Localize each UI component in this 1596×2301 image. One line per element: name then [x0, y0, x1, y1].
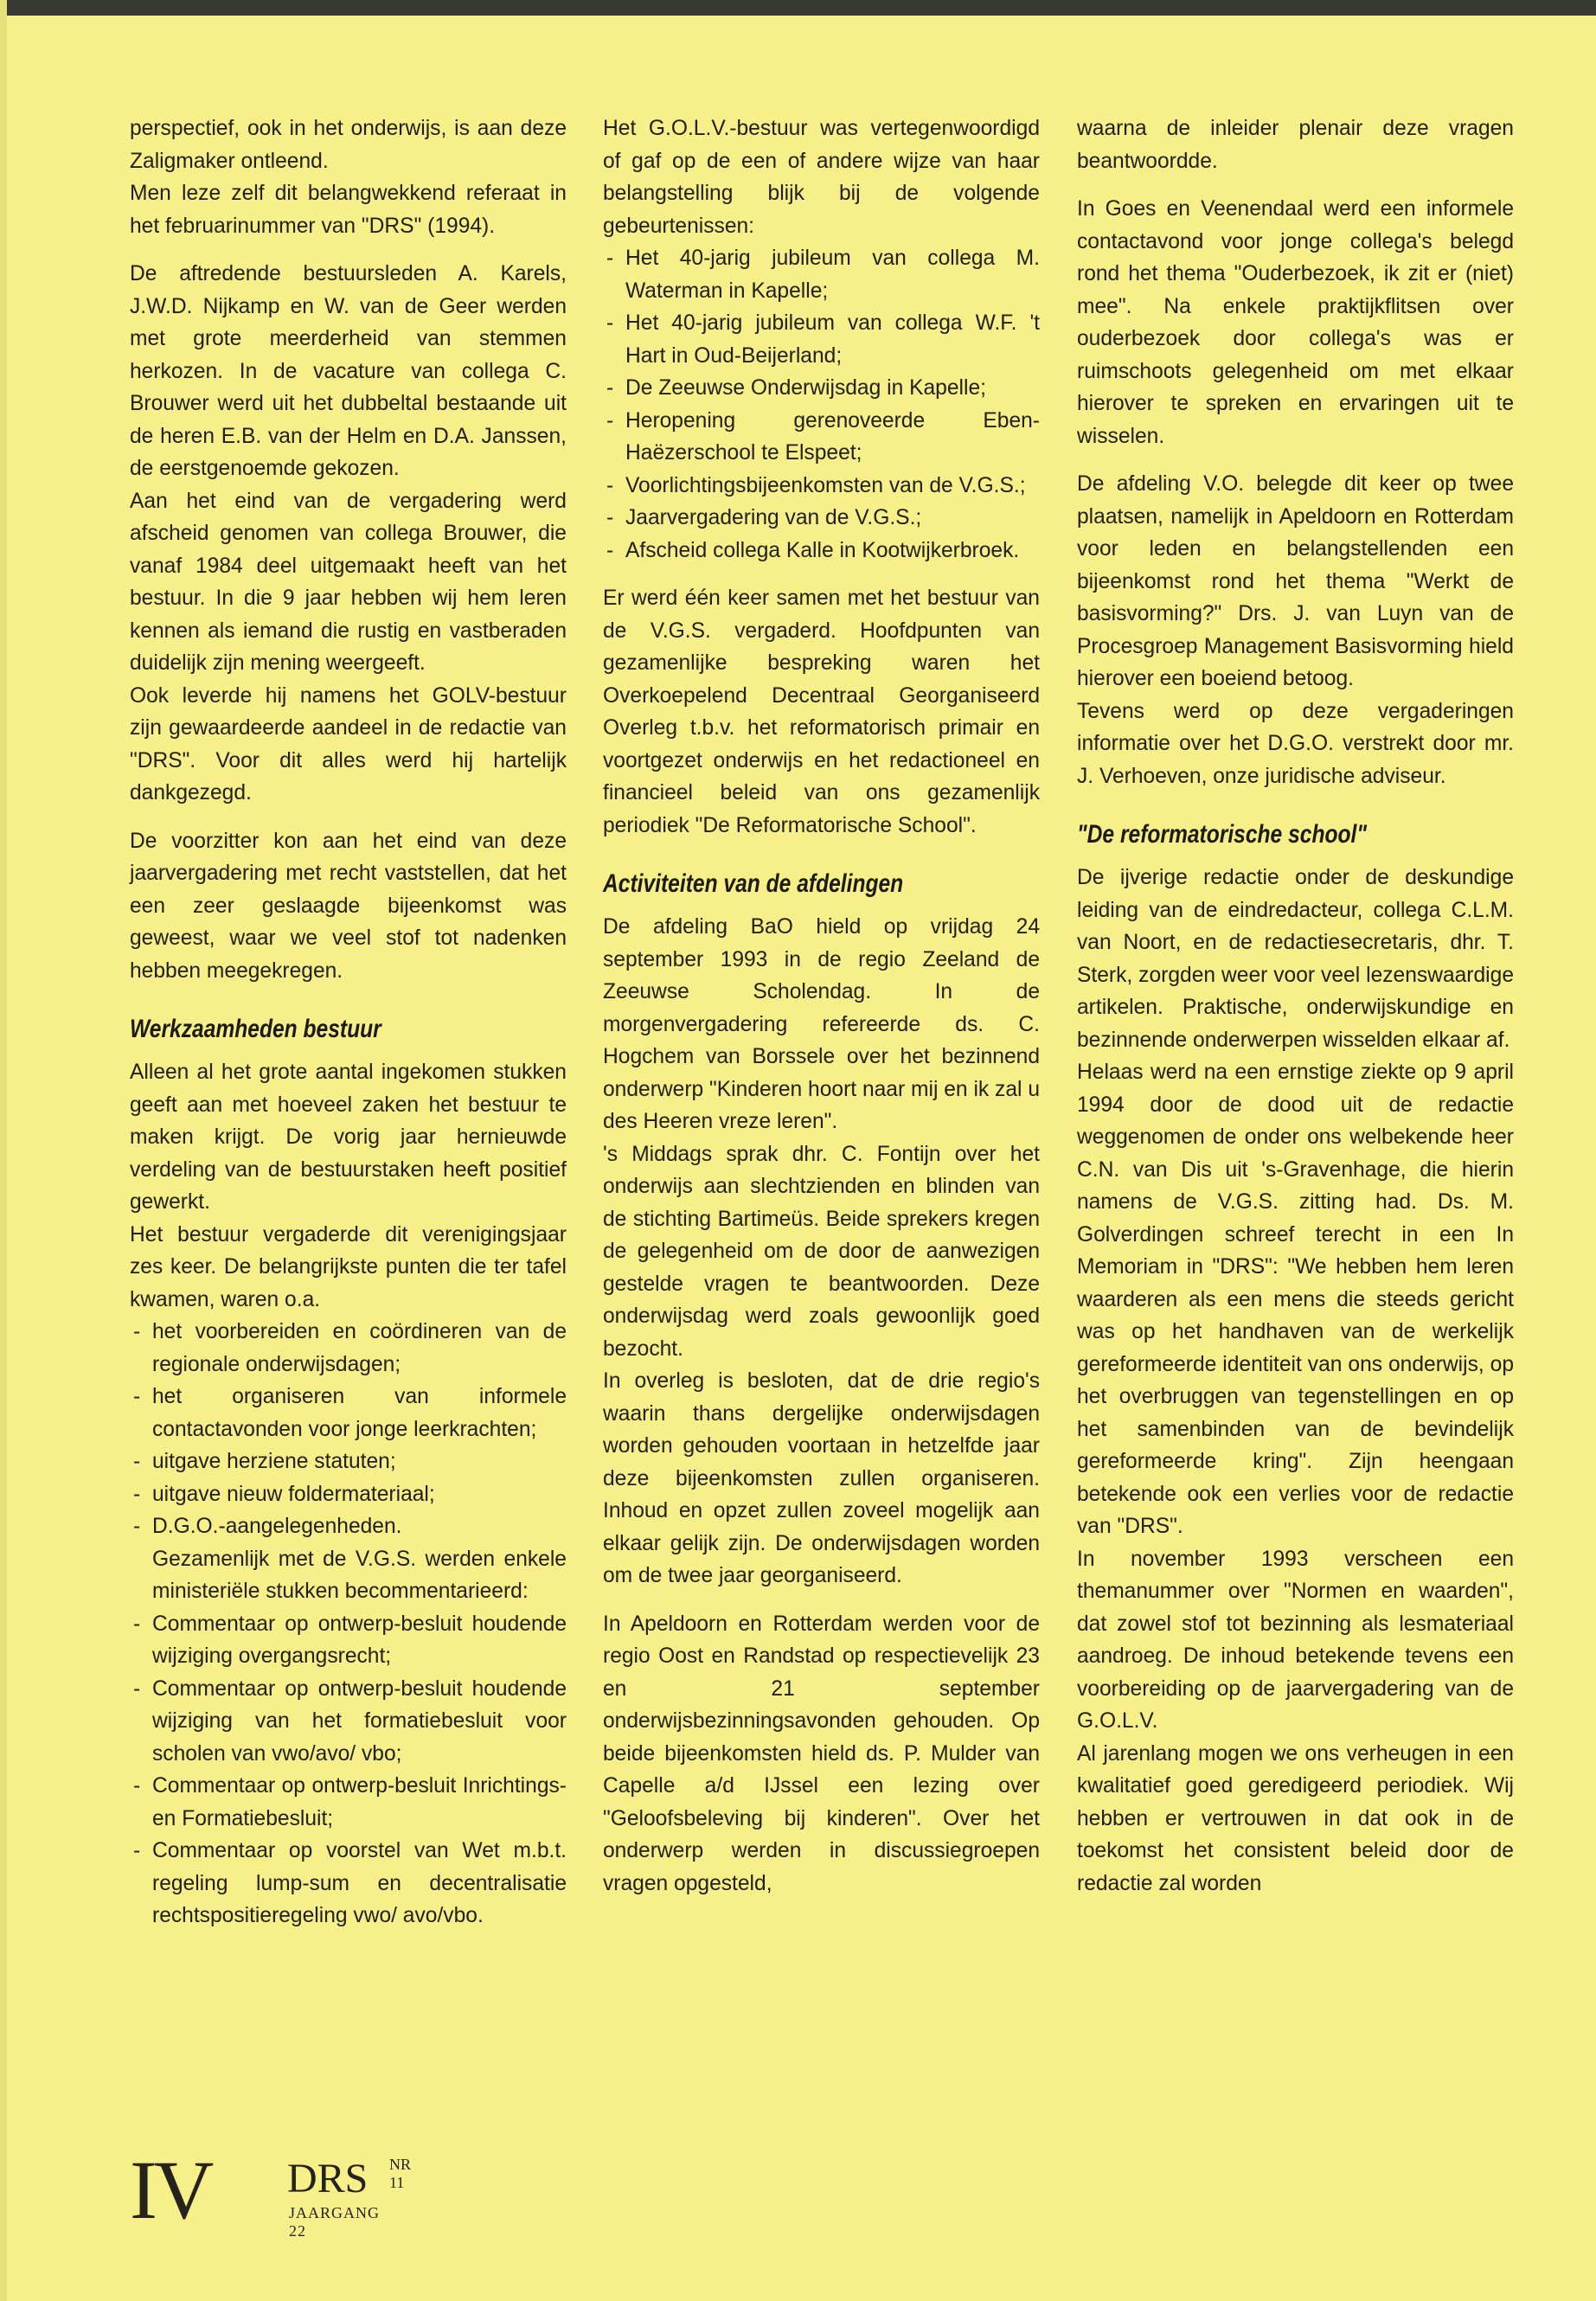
paragraph: De voorzitter kon aan het eind van deze jaarvergadering met recht vaststellen, dat het een zeer geslaagde bijeenkomst was geweest, waar we veel stof tot nadenken hebben meegekregen. [130, 829, 567, 983]
list-item: - Voorlichtingsbijeenkomsten van de V.G.S.; [603, 470, 1040, 503]
paragraph: 's Middags sprak dhr. C. Fontijn over het onderwijs aan slechtzienden en blinden van de stichting Bartimeüs. Beide sprekers kregen de gelegenheid om de door de aanwezigen gestelde vragen te beantwoorden. Deze onderwijsdag werd zoals gewoonlijk goed bezocht. [603, 1142, 1040, 1361]
paragraph: Tevens werd op deze vergaderingen informatie over het D.G.O. verstrekt door mr. J. Verhoeven, onze juridische adviseur. [1077, 699, 1514, 788]
list-item: - Het 40-jarig jubileum van collega M. Waterman in Kapelle; [603, 242, 1040, 307]
list-item: - Commentaar op ontwerp-besluit Inrichtings- en Formatiebesluit; [130, 1770, 567, 1835]
paragraph: In Apeldoorn en Rotterdam werden voor de regio Oost en Randstad op respectievelijk 23 en 21 september onderwijsbezinningsavonden gehouden. Op beide bijeenkomsten hield ds. P. Mulder van Capelle a/d IJssel een lezing over "Geloofsbeleving bij kinderen". Over het onderwerp werden in discussiegroepen vragen opgesteld, [603, 1612, 1040, 1895]
paragraph: Alleen al het grote aantal ingekomen stukken geeft aan met hoeveel zaken het bestuur te maken krijgt. De vorig jaar hernieuwde verdeling van de bestuurstaken heeft positief gewerkt. [130, 1061, 567, 1214]
list-continuation: Gezamenlijk met de V.G.S. werden enkele ministeriële stukken becommentarieerd: [152, 1547, 567, 1603]
list-item: - Commentaar op ontwerp-besluit houdende wijziging overgangsrecht; [130, 1608, 567, 1673]
list-item: - uitgave herziene statuten; [130, 1445, 567, 1478]
section-heading: Activiteiten van de afdelingen [603, 869, 904, 898]
volume-label: JAARGANG 22 [289, 2204, 381, 2240]
list-item: - D.G.O.-aangelegenheden. [130, 1510, 567, 1543]
paragraph: In Goes en Veenendaal werd een informele contactavond voor jonge collega's belegd rond het thema "Ouderbezoek, ik zit er (niet) mee". Na enkele praktijkflitsen over ouderbezoek door collega's was er ruimschoots gelegenheid om met elkaar hierover te spreken en ervaringen uit te wisselen. [1077, 197, 1514, 448]
list-item: - Commentaar op ontwerp-besluit houdende wijziging van het formatiebesluit voor scholen van vwo/avo/ vbo; [130, 1673, 567, 1771]
events-list [603, 242, 1040, 567]
list-item: - uitgave nieuw foldermateriaal; [130, 1478, 567, 1511]
paragraph: Helaas werd na een ernstige ziekte op 9 april 1994 door de dood uit de redactie weggenomen de onder ons welbekende heer C.N. van Dis uit 's-Gravenhage, die hierin namens de V.G.S. zitting had. Ds. M. Golverdingen schreef terecht in een In Memoriam in "DRS": "We hebben hem leren waarderen als een mens die steeds gericht was op het handhaven van de werkelijk gereformeerde identiteit van ons onderwijs, op het overbruggen van tegenstellingen en op het samenbinden van de bevindelijk gereformeerde kring". Zijn heengaan betekende ook een verlies voor de redactie van "DRS". [1077, 1061, 1514, 1538]
paragraph: waarna de inleider plenair deze vragen beantwoordde. [1077, 117, 1514, 173]
list-item: - het organiseren van informele contactavonden voor jonge leerkrachten; [130, 1381, 567, 1445]
paragraph: Aan het eind van de vergadering werd afscheid genomen van collega Brouwer, die vanaf 1984 deel uitgemaakt heeft van het bestuur. In die 9 jaar hebben wij hem leren kennen als iemand die rustig en vastberaden duidelijk zijn mening weergeeft. [130, 489, 567, 675]
paragraph: De ijverige redactie onder de deskundige leiding van de eindredacteur, collega C.L.M. van Noort, en de redactiesecretaris, dhr. T. Sterk, zorgden weer voor veel lezenswaardige artikelen. Praktische, onderwijskundige en bezinnende onderwerpen wisselden elkaar af. [1077, 866, 1514, 1052]
paragraph: Ook leverde hij namens het GOLV-bestuur zijn gewaardeerde aandeel in de redactie van "DRS". Voor dit alles werd hij hartelijk dankgezegd. [130, 683, 567, 804]
top-border [0, 0, 1596, 16]
list-item: - De Zeeuwse Onderwijsdag in Kapelle; [603, 372, 1040, 405]
paragraph: Er werd één keer samen met het bestuur van de V.G.S. vergaderd. Hoofdpunten van gezamenlijke bespreking waren het Overkoepelend Decentraal Georganiseerd Overleg t.b.v. het reformatorisch primair en voortgezet onderwijs en het redactioneel en financieel beleid van ons gezamenlijk periodiek "De Reformatorische School". [603, 586, 1040, 837]
paragraph: Het G.O.L.V.-bestuur was vertegenwoordigd of gaf op de een of andere wijze van haar belangstelling blijk bij de volgende gebeurtenissen: [603, 117, 1040, 238]
list-item: - het voorbereiden en coördineren van de regionale onderwijsdagen; [130, 1316, 567, 1381]
paragraph: De aftredende bestuursleden A. Karels, J.W.D. Nijkamp en W. van de Geer werden met grote meerderheid van stemmen herkozen. In de vacature van collega C. Brouwer werd uit het dubbeltal bestaande uit de heren E.B. van der Helm en D.A. Janssen, de eerstgenoemde gekozen. [130, 262, 567, 480]
paragraph: De afdeling V.O. belegde dit keer op twee plaatsen, namelijk in Apeldoorn en Rotterdam voor leden en belangstellenden een bijeenkomst rond het thema "Werkt de basisvorming?" Drs. J. van Luyn van de Procesgroep Management Basisvorming hield hierover een boeiend betoog. [1077, 472, 1514, 690]
paragraph: In overleg is besloten, dat de drie regio's waarin thans dergelijke onderwijsdagen worden gehouden voortaan in hetzelfde jaar deze bijeenkomsten zullen organiseren. Inhoud en opzet zullen zoveel mogelijk aan elkaar gelijk zijn. De onderwijsdagen worden om de twee jaar georganiseerd. [603, 1369, 1040, 1587]
list-item: - Heropening gerenoveerde Eben-Haëzerschool te Elspeet; [603, 405, 1040, 470]
list-item: - Commentaar op voorstel van Wet m.b.t. regeling lump-sum en decentralisatie rechtspositieregeling vwo/ avo/vbo. [130, 1835, 567, 1932]
paragraph: De afdeling BaO hield op vrijdag 24 september 1993 in de regio Zeeland de Zeeuwse Scholendag. In de morgenvergadering refereerde ds. C. Hogchem van Borssele over het bezinnend onderwerp "Kinderen hoort naar mij en ik zal u des Heeren vreze leren". [603, 915, 1040, 1133]
issue-number: NR 11 [389, 2156, 412, 2191]
paragraph: Al jarenlang mogen we ons verheugen in een kwalitatief goed geredigeerd periodiek. Wij hebben er vertrouwen in dat ook in de toekomst het consistent beleid door de redactie zal worden [1077, 1741, 1514, 1895]
paragraph: Het bestuur vergaderde dit verenigingsjaar zes keer. De belangrijkste punten die ter tafel kwamen, waren o.a. [130, 1222, 567, 1311]
paragraph: Men leze zelf dit belangwekkend referaat in het februarinummer van "DRS" (1994). [130, 182, 567, 238]
task-list [130, 1316, 567, 1932]
column-2 [603, 112, 1040, 1915]
paragraph: perspectief, ook in het onderwijs, is aan deze Zaligmaker ontleend. [130, 117, 567, 173]
section-heading: Werkzaamheden bestuur [130, 1015, 381, 1043]
section-heading: "De reformatorische school" [1077, 820, 1368, 849]
page-number: IV [130, 2144, 211, 2236]
paragraph: In november 1993 verscheen een themanummer over "Normen en waarden", dat zowel stof tot bezinning als lesmateriaal aandroeg. De inhoud betekende tevens een voorbereiding op de jaarvergadering van de G.O.L.V. [1077, 1547, 1514, 1733]
list-item: - Afscheid collega Kalle in Kootwijkerbroek. [603, 535, 1040, 567]
left-edge [0, 0, 7, 2301]
column-1 [130, 112, 567, 1932]
list-item: - Het 40-jarig jubileum van collega W.F. 't Hart in Oud-Beijerland; [603, 307, 1040, 372]
list-item: - Jaarvergadering van de V.G.S.; [603, 502, 1040, 535]
journal-name: DRS [287, 2156, 369, 2202]
column-3 [1077, 112, 1514, 1900]
